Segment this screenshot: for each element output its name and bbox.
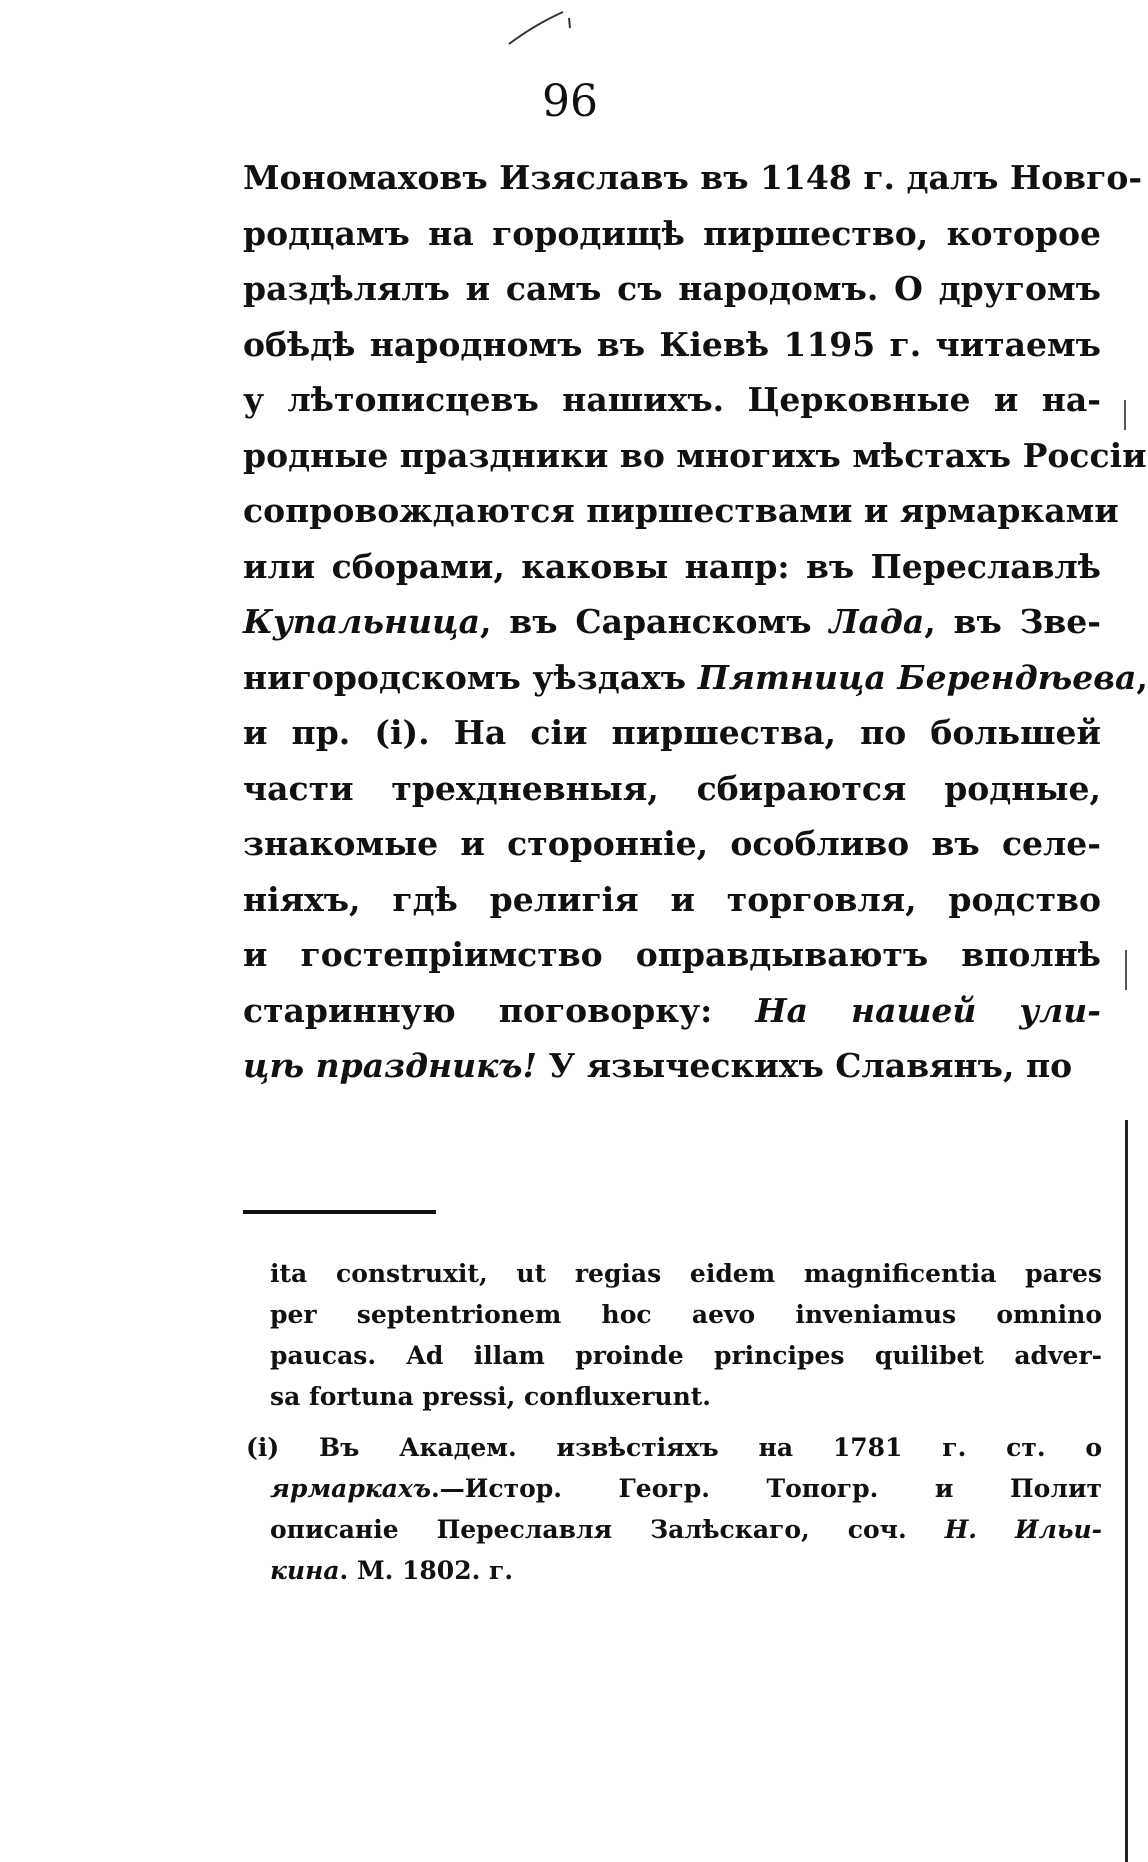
text-run: paucas. Ad illam proinde principes quilibet adver- (270, 1341, 1102, 1370)
text-run: У языческихъ Славянъ, по (536, 1046, 1073, 1085)
text-run: per septentrionem hoc aevo inveniamus omnino (270, 1300, 1102, 1329)
pen-stroke-mark (505, 8, 575, 48)
margin-tick (1124, 400, 1126, 430)
text-run: .—Истор. Геогр. Топогр. и Полит (431, 1474, 1102, 1503)
text-run: Въ Академ. извѣстіяхъ на 1781 г. ст. о (318, 1433, 1103, 1462)
text-line (243, 483, 1119, 539)
italic-text-run: На нашей ули- (755, 990, 1101, 1030)
italic-text-run: Лада (829, 602, 925, 641)
italic-text-run: Пятница Берендѣева (697, 657, 1137, 697)
text-run: сопровождаются пиршествами и ярмарками (243, 491, 1119, 530)
text-run: sa fortuna pressi, confluxerunt. (270, 1382, 712, 1411)
text-line (243, 816, 1101, 872)
text-run: , (1136, 657, 1148, 697)
text-run: обѣдѣ народномъ въ Кіевѣ 1195 г. читаемъ (243, 324, 1101, 364)
text-run: раздѣлялъ и самъ съ народомъ. О другомъ (243, 269, 1101, 308)
text-run: ita construxit, ut regias eidem magnificentia pares (270, 1259, 1102, 1288)
footnote-mark: (i) (246, 1433, 319, 1462)
text-line (243, 983, 1101, 1039)
footnote-line (246, 1427, 1103, 1468)
italic-text-run: Купальница (243, 602, 480, 641)
text-line (243, 761, 1101, 817)
text-line (243, 872, 1101, 928)
page-edge-rule (1125, 1120, 1128, 1862)
footnote-line (270, 1335, 1102, 1376)
italic-text-run: ярмаркахъ (270, 1474, 432, 1503)
footnote-line (270, 1376, 1102, 1417)
text-run: и пр. (i). На сіи пиршества, по большей (243, 713, 1101, 752)
page-number: 96 (542, 76, 598, 127)
footnote-line (270, 1509, 1102, 1550)
text-run: , въ Саранскомъ (480, 602, 830, 641)
text-run: знакомые и сторонніе, особливо въ селе- (243, 824, 1101, 863)
text-run: нигородскомъ уѣздахъ (243, 657, 698, 697)
text-line (243, 428, 1147, 484)
text-run: родные праздники во многихъ мѣстахъ Россіи (243, 435, 1147, 475)
footnote-gap (270, 1417, 1102, 1427)
text-line (243, 705, 1101, 761)
main-text (243, 150, 1148, 1094)
footnote-line (270, 1550, 1102, 1591)
italic-text-run: цѣ праздникъ! (243, 1046, 537, 1085)
text-run: . М. 1802. г. (339, 1556, 514, 1585)
text-run: , въ Зве- (924, 602, 1101, 641)
text-line (243, 206, 1101, 262)
text-run: описаніе Переславля Залѣскаго, соч. (270, 1515, 945, 1544)
text-run: или сборами, каковы напр: въ Переславлѣ (243, 546, 1101, 586)
text-run: части трехдневныя, сбираются родные, (243, 768, 1101, 808)
text-line (243, 594, 1101, 650)
text-run: Мономаховъ Изяславъ въ 1148 г. далъ Новго- (243, 158, 1143, 197)
text-line (243, 317, 1101, 373)
text-line (243, 650, 1148, 706)
footnotes (246, 1253, 1103, 1591)
text-line (243, 372, 1101, 428)
footnote-line (270, 1468, 1102, 1509)
text-line (243, 261, 1101, 317)
text-run: родцамъ на городищѣ пиршество, которое (243, 213, 1101, 253)
text-line (243, 150, 1143, 206)
footnote-line (270, 1294, 1102, 1335)
text-run: старинную поговорку: (243, 990, 756, 1030)
text-run: ніяхъ, гдѣ религія и торговля, родство (243, 879, 1101, 919)
text-line (243, 1038, 1101, 1094)
text-line (243, 927, 1101, 983)
italic-text-run: кина (270, 1556, 340, 1585)
margin-tick (1125, 950, 1127, 990)
text-line (243, 539, 1101, 595)
footnote-rule (243, 1210, 436, 1214)
text-run: и гостепріимство оправдываютъ вполнѣ (243, 935, 1101, 974)
footnote-line (270, 1253, 1102, 1294)
text-run: у лѣтописцевъ нашихъ. Церковные и на- (243, 380, 1101, 419)
italic-text-run: Н. Ильи- (944, 1515, 1103, 1544)
